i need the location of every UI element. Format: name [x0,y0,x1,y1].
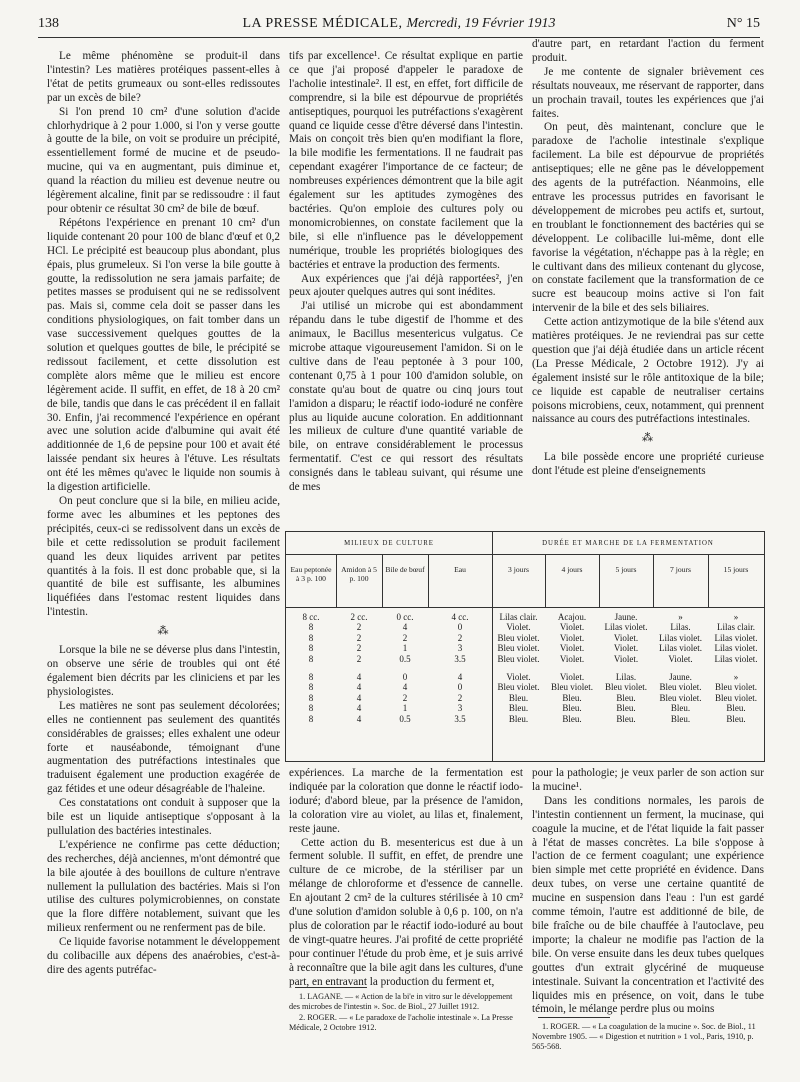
table-cell: Lilas. [670,622,691,633]
table-cell: Bleu. [616,692,636,703]
column-middle-bottom [289,767,523,990]
table-cell: 2 [457,692,463,703]
table-cell: Violet. [559,622,585,633]
table-cell: Bleu. [670,713,691,724]
footnotes-right [532,1022,764,1053]
paragraph: Je me contente de signaler brièvement ces résultats nouveaux, me réservant de rapporter, dans un prochain travail, toutes les expériences que j'ai faites. [532,65,764,120]
table-cell: Violet. [613,643,639,654]
table-cell: 0 [457,682,463,693]
table-cell: 2 cc. [350,612,368,622]
column-right-top [532,38,764,479]
table-cell: 4 [356,703,362,714]
table-cell: 8 [308,653,314,664]
table-cell: Violet. [559,632,585,643]
table-rule [545,554,546,607]
table-cell: 8 cc. [302,612,320,622]
footnote-rule [295,987,367,988]
footnote: 1. ROGER. — « La coagulation de la mucine ». Soc. de Biol., 11 Novembre 1905. — « Digestion et nutrition » 1 vol., Paris, 1910, p. 565-568. [532,1022,756,1051]
table-cell: 8 [308,622,314,633]
table-cell: Bleu. [562,703,582,714]
table-column-header: Bile de bœuf [385,565,425,574]
table-cell: 4 [356,672,362,682]
table-cell: Violet. [559,653,585,664]
column-middle-top [289,50,523,495]
table-cell: Violet. [613,653,639,664]
footnotes-middle [289,992,523,1034]
table-cell: Lilas clair. [717,622,755,633]
table-cell: Violet. [506,622,531,633]
paragraph: Le même phénomène se produit-il dans l'intestin? Les matières protéiques passent-elles à l'état de petits grumeaux ou sont-elles redissoutes par un excès de bile? [47,50,280,104]
paragraph: Ces constatations ont conduit à supposer que la bile est un liquide antiseptique s'opposant à la pullulation des bactéries intestinales. [47,797,280,837]
table-cell: 0.5 [399,653,411,664]
table-cell: 4 cc. [451,612,469,622]
table-cell: 2 [457,632,463,643]
table-rule [336,554,337,607]
paragraph: J'ai utilisé un microbe qui est abondamment répandu dans le tube digestif de l'homme et des animaux, le Bacillus mesentericus vulgatus. Ce microbe attaque vigoureusement l'amidon. Si on le cultive dans de l'eau peptonée à 3 pour 100, contenant 0,75 à 1 pour 100 d'amidon soluble, on constate qu'au bout de quatre ou cinq jours tout l'amidon a disparu; le réactif iodo-ioduré ne confère plus au liquide aucune coloration. En additionnant les milieux de culture d'une quantité variable de bile, on entrave considérablement le processus fermentatif. C'est ce qui ressort des résultats consignés dans le tableau suivant, qui résume une de mes [289,300,523,494]
footnote: 1. LAGANE. — « Action de la bi'e in vitro sur le développement des microbes de l'intestin ». Soc. de Biol., 27 Juillet 1912. [289,992,513,1011]
paragraph: Cette action antizymotique de la bile s'étend aux matières protéiques. Je ne reviendrai pas sur cette question que j'ai déjà étudiée dans un article récent (La Presse Médicale, 2 Octobre 1912). J'y ai également insisté sur le rôle antitoxique de la bile; ce liquide est capable de neutraliser certains poisons microbiens, ceux, notamment, qui prennent naissance au cours des putréfactions intestinales. [532,316,764,426]
paragraph: Aux expériences que j'ai déjà rapportées², j'en peux ajouter quelques autres qui sont inédites. [289,272,523,299]
issue-number: N° 15 [726,16,760,31]
table-cell: 8 [308,703,314,714]
section-separator: ⁂ [157,625,170,638]
page-header [38,16,760,36]
table-rule [599,554,600,607]
table-cell: 8 [308,632,314,643]
paragraph: On peut, dès maintenant, conclure que le paradoxe de l'acholie intestinale s'explique facilement. La bile est dépourvue de propriétés antiseptiques; elle ne gêne pas le développement des agents de la putréfaction. Néanmoins, elle entrave les processus putrides en favorisant le développement de microbes peu actifs et, surtout, en troublant le fonctionnement des bactéries qui se développent. Le colibacille lui-même, dont elle favorise la végétation, n'échappe pas à la règle; en le cultivant dans des milieux contenant du glycose, on constate facilement que la transformation de ce sucre est beaucoup moins active si l'on fait intervenir de la bile et des sels biliaires. [532,121,764,315]
table-cell: 4 [402,622,408,633]
paragraph: Ce liquide favorise notamment le développement du colibacille aux dépens des anaérobies, c'est-à-dire des agents putréfac- [47,936,280,976]
column-left [47,50,280,978]
table-cell: 2 [402,632,408,643]
table-cell: 4 [402,682,408,693]
footnote-rule [538,1017,610,1018]
table-cell: Lilas violet. [714,643,758,654]
table-cell: 2 [356,622,362,633]
table-cell: Violet. [559,643,585,654]
table-cell: Bleu violet. [497,632,540,643]
table-cell: 1 [402,703,408,714]
table-rule [653,554,654,607]
table-column-header: 15 jours [723,565,749,574]
journal-title: LA PRESSE MÉDICALE, [242,16,403,31]
table-cell: 2 [402,692,408,703]
table-rule [286,607,764,608]
table-cell: 3.5 [454,653,466,664]
table-cell: 2 [356,643,362,654]
table-rule [382,554,383,607]
table-rule [708,554,709,607]
table-cell: Bleu violet. [497,682,540,693]
table-cell: 4 [356,682,362,693]
table-cell: 4 [457,672,463,682]
table-cell: 0.5 [399,713,411,724]
table-cell: Jaune. [669,672,692,682]
table-cell: 2 [356,653,362,664]
column-right-bottom [532,767,764,1017]
table-cell: Bleu. [508,703,529,714]
table-cell: Violet. [668,653,693,664]
table-cell: 1 [402,643,408,654]
issue-date: Mercredi, 19 Février 1913 [406,16,556,31]
table-cell: Violet. [506,672,531,682]
paragraph: La bile possède encore une propriété curieuse dont l'étude est pleine d'enseignements [532,451,764,478]
paragraph: Lorsque la bile ne se déverse plus dans l'intestin, on observe une série de troubles qui ont été également bien décrits par les cliniciens et par les physiologistes. [47,644,280,698]
table-cell: Jaune. [614,612,638,622]
table-cell: 8 [308,672,314,682]
paragraph: d'autre part, en retardant l'action du ferment produit. [532,38,764,64]
paragraph: Répétons l'expérience en prenant 10 cm² d'un liquide contenant 20 pour 100 de blanc d'œuf et 0,2 HCl. Le précipité est beaucoup plus abondant, plus épais, plus grumeleux. Si l'on verse la bile goutte à goutte, la redissolution ne sera jamais parfaite; de petites masses se produisent qui ne se redissolvent pas. Mais si, comme cela doit se passer dans les conditions physiologiques, on fait tomber dans un vase successivement quelques gouttes de la solution et quelques gouttes de bile, le précipité se redissout facilement, et cette dissolution est complète alors même que le milieu est encore légèrement acide. Il suffit, en effet, de 18 à 20 cm² de bile, tandis que dans le cas précédent il en fallait 30. Enfin, j'ai recommencé l'expérience en opérant avec une solution acide d'albumine qui avait été additionnée de 1,6 de pepsine pour 100 et avait été laissée pendant six heures à l'étuve. Les résultats ont été les mêmes qu'avec le liquide non soumis à la digestion artificielle. [47,216,280,494]
table-cell: Acajou. [557,612,587,622]
table-cell: Bleu. [670,703,691,714]
table-cell: Bleu violet. [497,643,540,654]
paragraph: tifs par excellence¹. Ce résultat explique en partie ce que j'ai proposé d'appeler le paradoxe de l'acholie intestinale². Il est, en effet, fort difficile de comprendre, si la bile est dépourvue de propriétés antiseptiques, pourquoi les putréfactions s'exagèrent quand ce liquide cesse d'être déversé dans l'intestin. Mais on conçoit très bien qu'en modifiant la flore, la bile modifie les fermentations. Il ne faudrait pas cependant exagérer l'importance de ce facteur; de nombreuses expériences démontrent que la bile agit également sur les aptitudes zymogènes des bactéries. Qu'on emploie des cultures poly ou monomicrobiennes, on constate facilement que la bile, si elle n'influence pas le développement numérique, trouble les propriétés biologiques des bactéries et entrave la production des ferments. [289,50,523,271]
paragraph: Les matières ne sont pas seulement décolorées; elles ne contiennent pas seulement des quantités considérables de graisses; elles exhalent une odeur forte et nauséabonde, témoignant d'une augmentation des putréfactions intestinales que traduisent également une production exagérée de gaz fétides et une odeur désagréable de l'haleine. [47,699,280,796]
table-cell: 0 [457,622,463,633]
table-cell: 3.5 [454,713,466,724]
table-cell: Bleu violet. [659,692,702,703]
table-rule [428,554,429,607]
table-cell: 2 [356,632,362,643]
table-cell: 0 [402,672,408,682]
table-cell: 3 [457,643,463,654]
table-cell: Bleu violet. [551,682,593,693]
paragraph: L'expérience ne confirme pas cette déduction; des recherches, déjà anciennes, m'ont démontré que la bile ajoutée à des bouillons de culture n'entrave nullement la pullulation des bactéries. Mais si l'on utilise des cultures polymicrobiennes, on constate que la flore diffère notablement, suivant que les milieux renferment ou ne renferment pas de bile. [47,838,280,935]
table-cell: Bleu violet. [605,682,647,693]
table-cell: Lilas clair. [499,612,538,622]
table-cell: Bleu. [616,713,636,724]
section-separator: ⁂ [642,432,654,445]
paragraph: expériences. La marche de la fermentation est indiquée par la coloration que donne le réactif iodo-ioduré; d'abord bleue, par la présence de l'amidon, la coloration vire au violet, au lilas et, finalement, reste jaune. [289,767,523,835]
table-cell: Bleu violet. [497,653,540,664]
table-group-header-culture: MILIEUX DE CULTURE [344,540,434,547]
table-column-header: 7 jours [670,565,691,574]
table-cell: » [678,612,683,622]
table-cell: Bleu violet. [659,682,702,693]
table-cell: Bleu. [562,713,582,724]
table-cell: Bleu violet. [715,692,757,703]
table-cell: 3 [457,703,463,714]
paragraph: On peut conclure que si la bile, en milieu acide, forme avec les albumines et les peptones des précipités, ceux-ci se redissolvent dans un excès de bile et cette redissolution se produit facilement quand les deux liquides arrivent par petites quantités à la fois. Il est donc probable que, si la quantité de bile est suffisante, les albumines liquéfiées dans l'estomac restent liquides dans l'intestin. [47,495,280,619]
fermentation-table [285,531,765,762]
table-cell: Bleu. [562,692,582,703]
table-cell: Lilas violet. [604,622,648,633]
footnote: 2. ROGER. — « Le paradoxe de l'acholie intestinale ». La Presse Médicale, 2 Octobre 1912. [289,1013,513,1032]
table-cell: 4 [356,692,362,703]
table-cell: Bleu. [726,713,746,724]
page-number: 138 [38,16,59,31]
table-cell: » [733,672,739,682]
table-rule [286,554,764,555]
table-column-header: 4 jours [561,565,583,574]
table-cell: Lilas violet. [659,643,702,654]
paragraph: Cette action du B. mesentericus est due à un ferment soluble. Il suffit, en effet, de prendre une culture de ce microbe, de la stériliser par un mélange de chloroforme et d'essence de cannelle. En ajoutant 2 cm² de la cultures stérilisée à 10 cm² d'une solution d'amidon soluble à 0,6 p. 100, on n'a plus de coloration par le réactif iodo-ioduré au bout de vingt-quatre heures. J'ai profité de cette propriété pour continuer l'étude du prob ème, et je suis arrivé à reconnaître que la bile agit dans les cultures, d'une part, en entravant la production du ferment et, [289,836,523,988]
table-cell: 8 [308,692,314,703]
table-cell: 8 [308,713,314,724]
table-cell: Bleu. [508,713,529,724]
table-column-header: 3 jours [508,565,529,574]
table-cell: Lilas violet. [714,653,758,664]
table-cell: » [733,612,739,622]
table-cell: Bleu violet. [715,682,757,693]
table-cell: Lilas violet. [714,632,758,643]
table-group-header-fermentation: DURÉE ET MARCHE DE LA FERMENTATION [542,540,714,547]
table-cell: Bleu. [616,703,636,714]
table-cell: Lilas violet. [659,632,702,643]
table-cell: Violet. [613,632,639,643]
running-title [38,16,760,32]
paragraph: Si l'on prend 10 cm² d'une solution d'acide chlorhydrique à 2 pour 1.000, si l'on y verse goutte à goutte de la bile, on voit se produire un précipité, essentiellement formé de mucine et de pseudo-mucine, qui va en augmentant, puis diminue et, quand la réaction du milieu est devenue neutre ou légèrement alcaline, finit par se redissoudre : il faut pour obtenir ce résultat 30 cm² de bile de bœuf. [47,105,280,215]
table-cell: Lilas. [615,672,637,682]
table-cell: Bleu. [508,692,529,703]
paragraph: pour la pathologie; je veux parler de son action sur la mucine¹. [532,767,764,793]
table-column-header: Eau [454,565,466,574]
table-cell: 0 cc. [396,612,414,622]
table-cell: 8 [308,643,314,654]
table-cell: 4 [356,713,362,724]
table-cell: Violet. [559,672,585,682]
table-column-header: Eau peptonée à 3 p. 100 [290,565,332,583]
table-column-header: 5 jours [615,565,637,574]
table-cell: 8 [308,682,314,693]
paragraph: Dans les conditions normales, les parois de l'intestin contiennent un ferment, la mucinase, qui coagule la mucine, et de l'état liquide la fait passer à l'état de masses concrètes. La bile s'oppose à l'action de ce ferment coagulant; une expérience bien simple met cette propriété en évidence. Dans deux tubes, on verse une certaine quantité de mucine en suspension dans l'eau : l'un est gardé comme témoin, l'autre est additionné de bile, de bile fraîche ou de bile chauffée à l'autoclave, peu importe; la chaleur ne modifie pas l'action de la bile. On verse ensuite dans les deux tubes quelques gouttes d'un extrait glycériné de muqueuse intestinale. Suivant la concentration et l'activité des liquides mis en présence, on voit, dans le tube témoin, le mélange perdre plus ou moins [532,794,764,1016]
table-column-header: Amidon à 5 p. 100 [341,565,377,583]
table-cell: Bleu. [726,703,746,714]
